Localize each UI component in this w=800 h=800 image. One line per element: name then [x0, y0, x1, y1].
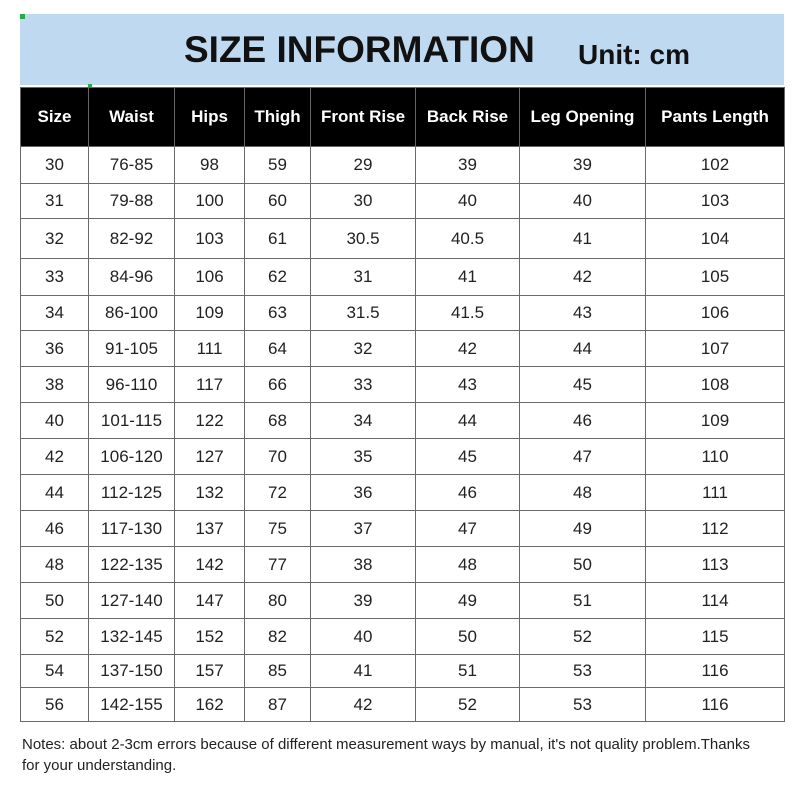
table-cell: 62 [245, 259, 311, 296]
table-cell: 102 [646, 147, 785, 184]
table-cell: 52 [520, 619, 646, 655]
table-cell: 47 [520, 439, 646, 475]
table-row [21, 184, 785, 219]
table-cell: 63 [245, 296, 311, 331]
table-cell: 39 [520, 147, 646, 184]
table-cell: 117-130 [89, 511, 175, 547]
table-cell: 82 [245, 619, 311, 655]
table-cell: 100 [175, 184, 245, 219]
table-row [21, 296, 785, 331]
table-row [21, 259, 785, 296]
table-row [21, 511, 785, 547]
table-cell: 30 [311, 184, 416, 219]
table-cell: 34 [311, 403, 416, 439]
table-cell: 117 [175, 367, 245, 403]
table-cell: 48 [21, 547, 89, 583]
table-cell: 137-150 [89, 655, 175, 688]
table-cell: 122 [175, 403, 245, 439]
table-header-row [21, 88, 785, 147]
table-cell: 132-145 [89, 619, 175, 655]
table-cell: 41 [520, 219, 646, 259]
table-cell: 43 [416, 367, 520, 403]
column-header: Size [21, 88, 89, 147]
table-cell: 33 [21, 259, 89, 296]
table-cell: 34 [21, 296, 89, 331]
table-cell: 137 [175, 511, 245, 547]
table-cell: 48 [416, 547, 520, 583]
table-cell: 109 [175, 296, 245, 331]
table-cell: 103 [646, 184, 785, 219]
column-header: Hips [175, 88, 245, 147]
table-cell: 66 [245, 367, 311, 403]
table-cell: 59 [245, 147, 311, 184]
table-cell: 132 [175, 475, 245, 511]
table-cell: 86-100 [89, 296, 175, 331]
table-cell: 64 [245, 331, 311, 367]
table-cell: 42 [416, 331, 520, 367]
table-cell: 77 [245, 547, 311, 583]
table-cell: 98 [175, 147, 245, 184]
table-cell: 40 [416, 184, 520, 219]
table-cell: 30 [21, 147, 89, 184]
table-cell: 33 [311, 367, 416, 403]
corner-marker-top-left [20, 14, 25, 19]
table-cell: 43 [520, 296, 646, 331]
table-row [21, 547, 785, 583]
table-cell: 116 [646, 688, 785, 722]
table-cell: 46 [416, 475, 520, 511]
table-row [21, 475, 785, 511]
size-chart-table [20, 87, 785, 722]
notes-text: Notes: about 2-3cm errors because of different measurement ways by manual, it's not quality problem.Thanks for your understanding. [22, 736, 750, 774]
table-row [21, 655, 785, 688]
unit-label: Unit: cm [578, 39, 690, 70]
column-header: Thigh [245, 88, 311, 147]
table-cell: 112 [646, 511, 785, 547]
table-cell: 40 [520, 184, 646, 219]
table-cell: 52 [21, 619, 89, 655]
table-cell: 106 [175, 259, 245, 296]
table-cell: 44 [520, 331, 646, 367]
table-row [21, 219, 785, 259]
table-row [21, 583, 785, 619]
table-cell: 76-85 [89, 147, 175, 184]
table-cell: 39 [416, 147, 520, 184]
table-row [21, 688, 785, 722]
table-cell: 54 [21, 655, 89, 688]
table-cell: 122-135 [89, 547, 175, 583]
table-cell: 30.5 [311, 219, 416, 259]
table-cell: 152 [175, 619, 245, 655]
table-cell: 40 [21, 403, 89, 439]
table-cell: 49 [520, 511, 646, 547]
table-cell: 108 [646, 367, 785, 403]
table-cell: 42 [21, 439, 89, 475]
table-cell: 116 [646, 655, 785, 688]
table-cell: 36 [21, 331, 89, 367]
column-header: Front Rise [311, 88, 416, 147]
table-cell: 48 [520, 475, 646, 511]
table-cell: 106-120 [89, 439, 175, 475]
table-cell: 46 [520, 403, 646, 439]
table-cell: 44 [416, 403, 520, 439]
table-cell: 32 [311, 331, 416, 367]
table-cell: 61 [245, 219, 311, 259]
table-cell: 115 [646, 619, 785, 655]
table-cell: 41 [311, 655, 416, 688]
table-cell: 47 [416, 511, 520, 547]
table-cell: 147 [175, 583, 245, 619]
table-cell: 49 [416, 583, 520, 619]
table-row [21, 403, 785, 439]
table-cell: 53 [520, 655, 646, 688]
table-cell: 157 [175, 655, 245, 688]
table-cell: 107 [646, 331, 785, 367]
column-header: Pants Length [646, 88, 785, 147]
table-cell: 142-155 [89, 688, 175, 722]
table-cell: 41 [416, 259, 520, 296]
table-cell: 68 [245, 403, 311, 439]
table-cell: 42 [311, 688, 416, 722]
table-cell: 35 [311, 439, 416, 475]
table-cell: 36 [311, 475, 416, 511]
table-cell: 40 [311, 619, 416, 655]
table-cell: 142 [175, 547, 245, 583]
table-cell: 60 [245, 184, 311, 219]
table-cell: 37 [311, 511, 416, 547]
table-cell: 46 [21, 511, 89, 547]
table-cell: 162 [175, 688, 245, 722]
table-cell: 44 [21, 475, 89, 511]
column-header: Leg Opening [520, 88, 646, 147]
table-cell: 114 [646, 583, 785, 619]
table-cell: 91-105 [89, 331, 175, 367]
page-title: SIZE INFORMATION [184, 29, 535, 70]
table-body [21, 147, 785, 722]
table-cell: 51 [520, 583, 646, 619]
table-cell: 53 [520, 688, 646, 722]
table-cell: 39 [311, 583, 416, 619]
table-row [21, 367, 785, 403]
table-cell: 127 [175, 439, 245, 475]
table-cell: 56 [21, 688, 89, 722]
table-cell: 29 [311, 147, 416, 184]
table-row [21, 619, 785, 655]
table-cell: 127-140 [89, 583, 175, 619]
table-cell: 111 [646, 475, 785, 511]
table-cell: 50 [416, 619, 520, 655]
table-cell: 32 [21, 219, 89, 259]
table-cell: 31 [21, 184, 89, 219]
table-cell: 41.5 [416, 296, 520, 331]
table-cell: 45 [520, 367, 646, 403]
table-cell: 80 [245, 583, 311, 619]
table-cell: 31.5 [311, 296, 416, 331]
table-row [21, 439, 785, 475]
table-cell: 105 [646, 259, 785, 296]
table-cell: 104 [646, 219, 785, 259]
table-cell: 75 [245, 511, 311, 547]
table-cell: 85 [245, 655, 311, 688]
table-cell: 113 [646, 547, 785, 583]
table-cell: 42 [520, 259, 646, 296]
table-cell: 70 [245, 439, 311, 475]
table-cell: 50 [520, 547, 646, 583]
table-cell: 52 [416, 688, 520, 722]
table-cell: 111 [175, 331, 245, 367]
table-cell: 79-88 [89, 184, 175, 219]
table-cell: 51 [416, 655, 520, 688]
table-cell: 103 [175, 219, 245, 259]
table-cell: 50 [21, 583, 89, 619]
table-cell: 72 [245, 475, 311, 511]
table-row [21, 147, 785, 184]
table-cell: 106 [646, 296, 785, 331]
table-cell: 40.5 [416, 219, 520, 259]
table-cell: 101-115 [89, 403, 175, 439]
table-row [21, 331, 785, 367]
table-cell: 38 [311, 547, 416, 583]
table-cell: 38 [21, 367, 89, 403]
column-header: Waist [89, 88, 175, 147]
table-cell: 112-125 [89, 475, 175, 511]
column-header: Back Rise [416, 88, 520, 147]
table-cell: 82-92 [89, 219, 175, 259]
table-cell: 110 [646, 439, 785, 475]
table-cell: 109 [646, 403, 785, 439]
table-cell: 84-96 [89, 259, 175, 296]
table-cell: 31 [311, 259, 416, 296]
table-cell: 45 [416, 439, 520, 475]
table-cell: 87 [245, 688, 311, 722]
table-cell: 96-110 [89, 367, 175, 403]
